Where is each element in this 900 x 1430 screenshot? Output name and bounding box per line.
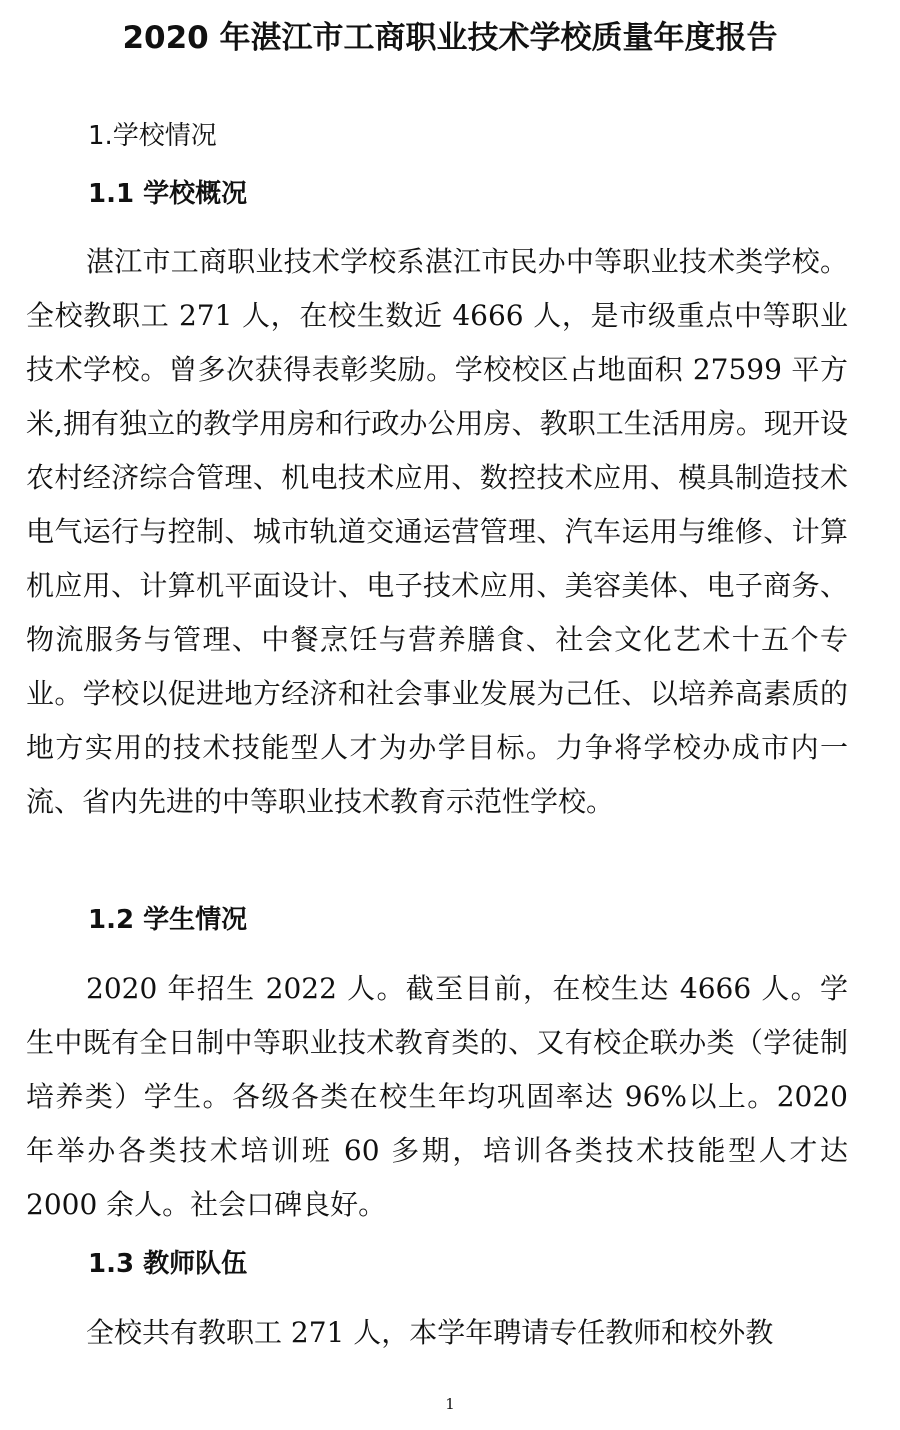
paragraph-student-situation: 2020 年招生 2022 人。截至目前，在校生达 4666 人。学生中既有全日制中等职业技术教育类的、又有校企联办类（学徒制培养类）学生。各级各类在校生年均巩固率达 96%以上。2020 年举办各类技术培训班 60 多期，培训各类技术技能型人才达 2000 余人。社会口碑良好。 [26,972,848,1221]
section-heading-teaching-staff: 1.3 教师队伍 [88,1249,248,1279]
section-heading-school-situation: 1.学校情况 [88,121,217,151]
section-heading-school-overview: 1.1 学校概况 [88,179,248,209]
paragraph-school-overview: 湛江市工商职业技术学校系湛江市民办中等职业技术类学校。全校教职工 271 人，在校生数近 4666 人，是市级重点中等职业技术学校。曾多次获得表彰奖励。学校校区占地面积 27599 平方米,拥有独立的教学用房和行政办公用房、教职工生活用房。现开设农村经济综合管理、机电技术应用、数控技术应用、模具制造技术电气运行与控制、城市轨道交通运营管理、汽车运用与维修、计算机应用、计算机平面设计、电子技术应用、美容美体、电子商务、物流服务与管理、中餐烹饪与营养膳食、社会文化艺术十五个专业。学校以促进地方经济和社会事业发展为己任、以培养高素质的地方实用的技术技能型人才为办学目标。力争将学校办成市内一流、省内先进的中等职业技术教育示范性学校。 [26,245,848,818]
section-heading-student-situation: 1.2 学生情况 [88,905,248,935]
report-title: 2020 年湛江市工商职业技术学校质量年度报告 [122,20,778,56]
page-number: 1 [445,1395,455,1413]
paragraph-teaching-staff: 全校共有教职工 271 人，本学年聘请专任教师和校外教 [86,1316,774,1349]
